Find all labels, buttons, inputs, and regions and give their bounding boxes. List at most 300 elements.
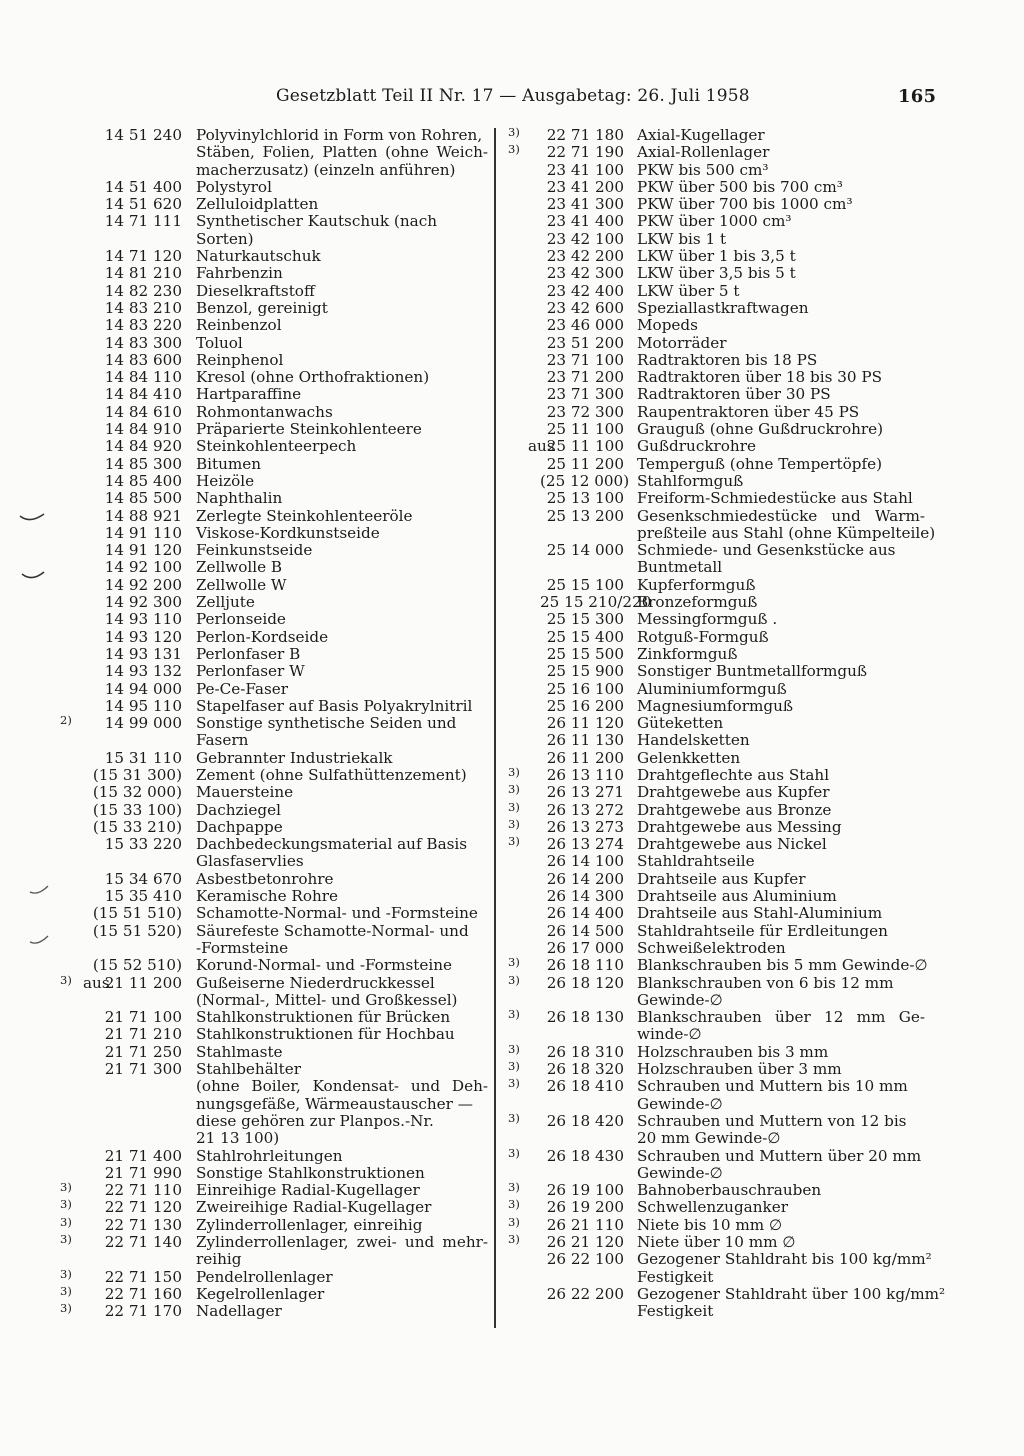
item-description: Drahtseile aus Kupfer: [637, 869, 806, 888]
list-entry: [500, 1110, 940, 1148]
item-description: Gußdruckrohre: [637, 437, 756, 456]
footnote-ref: 3): [508, 1214, 520, 1229]
plan-position-code: 22 71 110: [104, 1181, 182, 1200]
item-description: Mauersteine: [196, 783, 294, 802]
list-entry: [50, 577, 490, 594]
entry-line: [50, 698, 490, 715]
footnote-ref: 3): [60, 1266, 72, 1281]
entry-line: [50, 248, 490, 265]
list-entry: [50, 179, 490, 196]
item-description: Niete über 10 mm ∅: [637, 1233, 796, 1251]
list-entry: [50, 871, 490, 888]
list-entry: [500, 816, 940, 836]
item-description: winde-∅: [637, 1025, 702, 1044]
list-entry: [50, 1182, 490, 1199]
plan-position-code: 14 83 300: [104, 333, 182, 352]
plan-position-code: 14 92 300: [104, 593, 182, 612]
list-entry: [50, 317, 490, 334]
entry-line: [500, 404, 940, 421]
header-title: Gesetzblatt Teil II Nr. 17 — Ausgabetag: 26. Juli 1958: [276, 86, 750, 106]
item-description: LKW über 1 bis 3,5 t: [637, 247, 796, 266]
entry-line: [50, 1061, 490, 1078]
item-description: Buntmetall: [637, 558, 723, 577]
footnote-ref: 3): [508, 955, 520, 970]
entry-line: [500, 1182, 940, 1199]
footnote-ref: 3): [60, 1197, 72, 1212]
item-description: Sorten): [196, 229, 254, 248]
list-entry: [500, 369, 940, 386]
entry-line: [50, 681, 490, 698]
footnote-ref: 3): [508, 1059, 520, 1074]
entry-line: [50, 369, 490, 386]
entry-line: [500, 577, 940, 594]
margin-pencil-mark: [28, 884, 50, 898]
footnote-ref: 3): [60, 972, 72, 987]
item-description: Holzschrauben über 3 mm: [637, 1060, 842, 1079]
footnote-ref: 3): [508, 834, 520, 849]
plan-position-code: 22 71 180: [546, 126, 624, 144]
item-description: Drahtgewebe aus Bronze: [637, 800, 832, 819]
item-description: Schamotte-Normal- und -Formsteine: [196, 904, 478, 923]
item-description: Perlon-Kordseide: [196, 627, 329, 646]
entry-line: [50, 231, 490, 248]
entry-line: [50, 196, 490, 213]
footnote-ref: 3): [508, 764, 520, 779]
item-description: Benzol, gereinigt: [196, 298, 328, 317]
plan-position-code: 14 92 200: [104, 575, 182, 594]
plan-position-code: 23 71 200: [546, 368, 624, 387]
plan-position-code: 26 13 272: [546, 800, 624, 819]
list-entry: [500, 386, 940, 403]
entry-line: [500, 646, 940, 663]
item-description: Rohmontanwachs: [196, 402, 333, 421]
item-description: Schwellenzuganker: [637, 1198, 788, 1217]
plan-position-code: 25 15 100: [546, 575, 624, 594]
entry-line: [500, 1269, 940, 1286]
plan-position-code: 15 33 220: [104, 835, 182, 854]
plan-position-code: 21 71 300: [104, 1060, 182, 1079]
entry-line: [50, 577, 490, 594]
plan-position-code: 14 85 400: [104, 471, 182, 490]
plan-position-code: 22 71 130: [104, 1215, 182, 1234]
item-description: Motorräder: [637, 333, 727, 352]
entry-line: [50, 490, 490, 507]
item-description: Gezogener Stahldraht über 100 kg/mm²: [637, 1284, 946, 1303]
list-entry: [50, 750, 490, 767]
list-entry: [500, 836, 940, 853]
list-entry: [50, 386, 490, 403]
list-entry: [50, 404, 490, 421]
item-description: Zellwolle B: [196, 558, 283, 577]
entry-line: [50, 819, 490, 836]
list-entry: [50, 1303, 490, 1320]
entry-line: [50, 1234, 490, 1251]
plan-position-code: 14 71 120: [104, 247, 182, 266]
entry-line: [50, 802, 490, 819]
footnote-ref: 3): [508, 1076, 520, 1091]
entry-line: [500, 317, 940, 334]
entry-line: [50, 888, 490, 905]
list-entry: [500, 335, 940, 352]
entry-line: [500, 972, 940, 992]
entry-line: [50, 750, 490, 767]
left-column: [50, 127, 490, 1320]
list-entry: [500, 213, 940, 230]
plan-position-code: (15 32 000): [92, 783, 182, 802]
list-entry: [500, 352, 940, 369]
list-entry: [500, 162, 940, 179]
item-description: Nadellager: [196, 1302, 282, 1321]
entry-line: [500, 1130, 940, 1147]
item-description: Glasfaservlies: [196, 852, 304, 871]
entry-line: [50, 940, 490, 957]
plan-position-code: 23 42 600: [546, 298, 624, 317]
item-description: Blankschrauben von 6 bis 12 mm: [637, 973, 894, 992]
entry-line: [500, 681, 940, 698]
list-entry: [500, 1251, 940, 1286]
plan-position-code: 26 18 310: [546, 1042, 624, 1061]
list-entry: [500, 871, 940, 888]
item-description: Güteketten: [637, 714, 724, 733]
list-entry: [50, 1009, 490, 1026]
item-description: Schweißelektroden: [637, 938, 786, 957]
entry-line: [500, 542, 940, 559]
item-description: Pendelrollenlager: [196, 1267, 333, 1286]
item-description: Axial-Kugellager: [637, 126, 765, 144]
item-description: Kupferformguß: [637, 575, 756, 594]
footnote-ref: 3): [508, 1197, 520, 1212]
entry-line: [500, 162, 940, 179]
item-description: Dachbedeckungsmaterial auf Basis: [196, 835, 468, 854]
plan-position-code: 22 71 190: [546, 143, 624, 162]
entry-line: [50, 525, 490, 542]
entry-line: [500, 1041, 940, 1061]
plan-position-code: 26 18 120: [546, 973, 624, 992]
list-entry: [50, 663, 490, 680]
plan-position-code: 23 42 200: [546, 247, 624, 266]
list-entry: [50, 646, 490, 663]
entry-line: [50, 421, 490, 438]
item-description: Hartparaffine: [196, 385, 302, 404]
list-entry: [50, 421, 490, 438]
item-description: Gebrannter Industriekalk: [196, 748, 393, 767]
item-description: Dachziegel: [196, 800, 281, 819]
item-description: Schmiede- und Gesenkstücke aus: [637, 541, 896, 560]
list-entry: [500, 784, 940, 801]
list-entry: [50, 819, 490, 836]
footnote-ref: 3): [60, 1180, 72, 1195]
entry-line: [50, 144, 490, 161]
plan-position-code: 14 91 120: [104, 541, 182, 560]
list-entry: [500, 421, 940, 438]
item-description: Radtraktoren über 30 PS: [637, 385, 831, 404]
item-description: Toluol: [196, 333, 243, 352]
list-entry: [50, 352, 490, 369]
list-entry: [500, 283, 940, 300]
margin-pencil-mark: [20, 570, 46, 584]
plan-position-code: 21 71 250: [104, 1042, 182, 1061]
plan-position-code: 25 15 400: [546, 627, 624, 646]
entry-line: [500, 1145, 940, 1165]
list-entry: [50, 1026, 490, 1043]
list-entry: [500, 1009, 940, 1044]
list-entry: [500, 611, 940, 628]
entry-line: [50, 1251, 490, 1268]
entry-line: [500, 456, 940, 473]
plan-position-code: 26 13 110: [546, 765, 624, 784]
plan-position-code: 21 71 990: [104, 1163, 182, 1182]
list-entry: [500, 1199, 940, 1216]
item-description: (Normal-, Mittel- und Großkessel): [196, 990, 458, 1009]
list-entry: [500, 248, 940, 265]
plan-position-code: 14 51 620: [104, 195, 182, 214]
item-description: Stahldrahtseile für Erdleitungen: [637, 921, 888, 940]
list-entry: [500, 646, 940, 663]
list-entry: [50, 1165, 490, 1182]
list-entry: [50, 1266, 490, 1286]
entry-line: [500, 1214, 940, 1234]
item-description: Drahtgewebe aus Kupfer: [637, 783, 830, 802]
plan-position-code: 21 71 400: [104, 1146, 182, 1165]
list-entry: [50, 1234, 490, 1269]
entry-line: [50, 594, 490, 611]
entry-line: [50, 162, 490, 179]
entry-line: [50, 335, 490, 352]
footnote-ref: 3): [508, 816, 520, 831]
plan-position-code: 14 99 000: [104, 714, 182, 733]
footnote-ref: 3): [508, 799, 520, 814]
plan-position-code: 14 84 910: [104, 420, 182, 439]
entry-line: [50, 1130, 490, 1147]
plan-position-code: 14 93 131: [104, 644, 182, 663]
item-description: Reinbenzol: [196, 316, 282, 335]
entry-line: [500, 663, 940, 680]
item-description: Feinkunstseide: [196, 541, 313, 560]
entry-line: [50, 646, 490, 663]
list-entry: [500, 681, 940, 698]
entry-line: [500, 265, 940, 282]
footnote-ref: 2): [60, 713, 72, 728]
item-description: Schrauben und Muttern von 12 bis: [637, 1111, 907, 1130]
plan-position-code: 22 71 170: [104, 1302, 182, 1321]
entry-line: [500, 1284, 946, 1303]
list-entry: [500, 764, 940, 784]
list-entry: [50, 681, 490, 698]
item-description: Pe-Ce-Faser: [196, 679, 288, 698]
list-entry: [50, 456, 490, 473]
item-description: Schrauben und Muttern bis 10 mm: [637, 1077, 908, 1096]
item-description: Säurefeste Schamotte-Normal- und: [196, 921, 469, 940]
plan-position-code: 22 71 120: [104, 1198, 182, 1217]
item-description: PKW über 1000 cm³: [637, 212, 792, 231]
footnote-ref: 3): [508, 1007, 520, 1022]
item-description: Stahldrahtseile: [637, 852, 755, 871]
list-entry: [500, 144, 940, 161]
list-entry: [50, 525, 490, 542]
list-entry: [500, 1145, 940, 1183]
plan-position-code: 23 71 100: [546, 350, 624, 369]
plan-position-code: (25 12 000): [540, 471, 630, 490]
plan-position-code: 26 18 110: [546, 956, 624, 975]
list-entry: [500, 179, 940, 196]
plan-position-code: 26 18 410: [546, 1077, 624, 1096]
list-entry: [500, 456, 940, 473]
entry-line: [50, 1009, 490, 1026]
list-entry: [500, 940, 940, 957]
plan-position-code: 14 84 110: [104, 368, 182, 387]
item-description: Zelljute: [196, 593, 255, 612]
entry-line: [500, 698, 940, 715]
plan-position-code: 14 84 410: [104, 385, 182, 404]
item-description: LKW bis 1 t: [637, 229, 727, 248]
plan-position-code: 14 71 111: [104, 212, 182, 231]
list-entry: [50, 784, 490, 801]
item-description: Zylinderrollenlager, einreihig: [196, 1215, 423, 1234]
plan-position-code: 23 42 300: [546, 264, 624, 283]
entry-line: [500, 179, 940, 196]
entry-line: [50, 317, 490, 334]
plan-position-code: 25 15 300: [546, 610, 624, 629]
list-entry: [50, 127, 490, 179]
item-description: -Formsteine: [196, 938, 289, 957]
footnote-ref: 3): [60, 1214, 72, 1229]
item-description: Perlonfaser B: [196, 644, 301, 663]
entry-line: [50, 836, 490, 853]
entry-line: [500, 1234, 940, 1251]
plan-position-code: 23 72 300: [546, 402, 624, 421]
plan-position-code: 26 18 430: [546, 1146, 624, 1165]
plan-position-code: 25 11 100: [546, 420, 624, 439]
entry-line: [50, 1283, 490, 1303]
plan-position-code: 26 18 130: [546, 1008, 624, 1027]
list-entry: [500, 1061, 940, 1078]
item-description: Gewinde-∅: [637, 990, 723, 1009]
item-description: Radtraktoren bis 18 PS: [637, 350, 818, 369]
entry-line: [500, 438, 940, 455]
item-description: Sonstige Stahlkonstruktionen: [196, 1163, 425, 1182]
item-description: Fasern: [196, 731, 249, 750]
item-description: Perlonseide: [196, 610, 286, 629]
plan-position-code: 23 41 100: [546, 160, 624, 179]
entry-line: [500, 715, 940, 732]
list-entry: [500, 490, 940, 507]
list-entry: [500, 231, 940, 248]
item-description: Gußeiserne Niederdruckkessel: [196, 973, 435, 992]
entry-line: [50, 732, 490, 749]
plan-position-code: 14 83 220: [104, 316, 182, 335]
entry-line: [50, 559, 490, 576]
item-description: Magnesiumformguß: [637, 696, 794, 715]
item-description: Drahtseile aus Aluminium: [637, 887, 837, 906]
entry-line: [500, 473, 940, 490]
entry-line: [50, 386, 490, 403]
footnote-ref: 3): [508, 1232, 520, 1246]
item-description: reihig: [196, 1250, 242, 1269]
list-entry: [50, 490, 490, 507]
item-description: Festigkeit: [637, 1267, 714, 1286]
entry-line: [500, 1251, 940, 1268]
plan-position-code: 26 22 200: [546, 1284, 624, 1303]
plan-position-code: 23 41 400: [546, 212, 624, 231]
plan-position-code: 25 15 900: [546, 662, 624, 681]
plan-position-code: 14 94 000: [104, 679, 182, 698]
item-description: Dachpappe: [196, 817, 283, 836]
item-description: Einreihige Radial-Kugellager: [196, 1181, 420, 1200]
list-entry: [50, 1283, 490, 1303]
plan-position-code: 14 81 210: [104, 264, 182, 283]
plan-position-code: 14 93 120: [104, 627, 182, 646]
item-description: (ohne Boiler, Kondensat- und Deh-: [196, 1077, 488, 1096]
list-entry: [500, 594, 940, 611]
entry-line: [50, 1214, 490, 1234]
entry-line: [50, 871, 490, 888]
entry-line: [50, 404, 490, 421]
entry-line: [500, 871, 940, 888]
list-entry: [50, 767, 490, 784]
plan-position-code: 25 13 200: [546, 506, 624, 525]
entry-line: [500, 369, 940, 386]
entry-line: [50, 265, 490, 282]
entry-line: [500, 629, 940, 646]
item-description: Blankschrauben bis 5 mm Gewinde-∅: [637, 956, 928, 975]
entry-line: [500, 853, 940, 870]
list-entry: [50, 369, 490, 386]
entry-line: [50, 508, 490, 525]
list-entry: [50, 542, 490, 559]
entry-line: [50, 715, 490, 732]
entry-line: [500, 594, 940, 611]
item-description: Drahtgewebe aus Nickel: [637, 835, 827, 854]
item-description: Kresol (ohne Orthofraktionen): [196, 368, 430, 387]
plan-position-code: 25 15 210/220: [540, 593, 652, 612]
item-description: preßteile aus Stahl (ohne Kümpelteile): [637, 523, 936, 542]
footnote-ref: 3): [508, 125, 520, 139]
entry-line: [500, 1009, 940, 1026]
footnote-ref: 3): [508, 1041, 520, 1056]
plan-position-code: 26 14 100: [546, 852, 624, 871]
entry-line: [500, 1061, 940, 1078]
item-description: Fahrbenzin: [196, 264, 283, 283]
list-entry: [50, 905, 490, 922]
plan-position-code: 22 71 140: [104, 1233, 182, 1251]
entry-line: [500, 1110, 940, 1130]
list-entry: [500, 196, 940, 213]
list-entry: [500, 799, 940, 819]
entry-line: [50, 1266, 490, 1286]
plan-position-code: 23 41 300: [546, 195, 624, 214]
item-description: Stapelfaser auf Basis Polyakrylnitril: [196, 696, 473, 715]
list-entry: [50, 508, 490, 525]
entry-line: [500, 905, 940, 922]
page-number: 165: [898, 86, 937, 107]
item-description: Gelenkketten: [637, 748, 741, 767]
list-entry: [500, 473, 940, 490]
entry-line: [500, 992, 940, 1009]
footnote-ref: 3): [60, 1301, 72, 1316]
entry-line: [500, 196, 940, 213]
plan-position-code: (15 33 210): [92, 817, 182, 836]
plan-position-code: 15 35 410: [104, 887, 182, 906]
list-entry: [500, 1041, 940, 1061]
entry-line: [500, 888, 940, 905]
plan-position-code: (15 51 510): [92, 904, 182, 923]
entry-line: [50, 352, 490, 369]
entry-line: [50, 784, 490, 801]
item-description: Zinkformguß: [637, 644, 738, 663]
entry-line: [500, 300, 940, 317]
item-description: LKW über 5 t: [637, 281, 740, 300]
item-description: Drahtgeflechte aus Stahl: [637, 765, 830, 784]
